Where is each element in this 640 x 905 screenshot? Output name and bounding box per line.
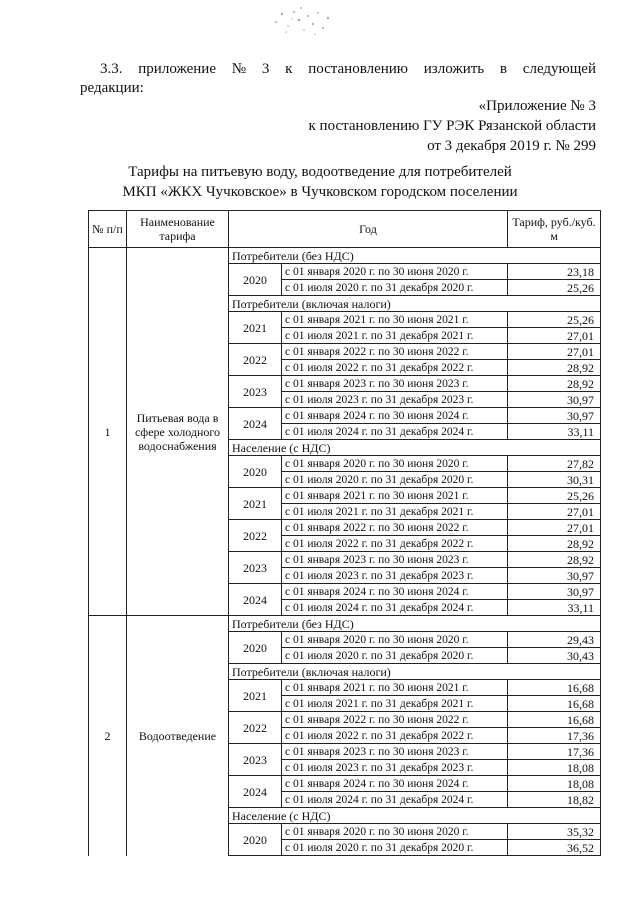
period-cell: с 01 января 2021 г. по 30 июня 2021 г. [282, 312, 508, 328]
tariff-value: 27,01 [508, 328, 601, 344]
intro-word: 3.3. [100, 61, 123, 77]
intro-word: к [285, 61, 293, 77]
tariff-value: 28,92 [508, 536, 601, 552]
tariff-value: 18,08 [508, 760, 601, 776]
tariff-value: 16,68 [508, 712, 601, 728]
period-cell: с 01 июля 2022 г. по 31 декабря 2022 г. [282, 728, 508, 744]
period-cell: с 01 января 2022 г. по 30 июня 2022 г. [282, 344, 508, 360]
year-cell: 2024 [229, 776, 282, 808]
tariff-value: 25,26 [508, 488, 601, 504]
stamp-mark [268, 4, 338, 38]
header-num: № п/п [89, 211, 127, 248]
period-cell: с 01 января 2024 г. по 30 июня 2024 г. [282, 776, 508, 792]
period-cell: с 01 января 2021 г. по 30 июня 2021 г. [282, 488, 508, 504]
period-cell: с 01 июля 2023 г. по 31 декабря 2023 г. [282, 392, 508, 408]
tariff-value: 30,97 [508, 408, 601, 424]
year-cell: 2020 [229, 632, 282, 664]
period-cell: с 01 января 2020 г. по 30 июня 2020 г. [282, 632, 508, 648]
intro-word: приложение [138, 61, 216, 77]
period-cell: с 01 июля 2023 г. по 31 декабря 2023 г. [282, 760, 508, 776]
year-cell: 2023 [229, 376, 282, 408]
tariff-value: 16,68 [508, 696, 601, 712]
group-label: Потребители (включая налоги) [229, 664, 601, 680]
tariff-value: 36,52 [508, 840, 601, 856]
period-cell: с 01 января 2023 г. по 30 июня 2023 г. [282, 744, 508, 760]
period-cell: с 01 июля 2020 г. по 31 декабря 2020 г. [282, 472, 508, 488]
header-tariff: Тариф, руб./куб. м [508, 211, 601, 248]
tariff-value: 33,11 [508, 424, 601, 440]
tariff-value: 29,43 [508, 632, 601, 648]
year-cell: 2024 [229, 408, 282, 440]
title-line-2: МКП «ЖКХ Чучковское» в Чучковском городском поселении [122, 184, 518, 200]
year-cell: 2021 [229, 312, 282, 344]
section-number: 2 [89, 616, 127, 856]
tariff-value: 35,32 [508, 824, 601, 840]
tariff-value: 18,08 [508, 776, 601, 792]
section-name: Питьевая вода в сфере холодного водоснабжения [127, 248, 229, 616]
year-cell: 2020 [229, 824, 282, 856]
year-cell: 2020 [229, 264, 282, 296]
period-cell: с 01 января 2024 г. по 30 июня 2024 г. [282, 408, 508, 424]
intro-word: 3 [261, 61, 270, 77]
year-cell: 2022 [229, 712, 282, 744]
tariff-table [88, 210, 601, 856]
appendix-line-3: от 3 декабря 2019 г. № 299 [427, 138, 596, 154]
tariff-value: 23,18 [508, 264, 601, 280]
group-label: Потребители (включая налоги) [229, 296, 601, 312]
period-cell: с 01 июля 2021 г. по 31 декабря 2021 г. [282, 696, 508, 712]
period-cell: с 01 января 2023 г. по 30 июня 2023 г. [282, 552, 508, 568]
tariff-value: 28,92 [508, 376, 601, 392]
header-name: Наименование тарифа [127, 211, 229, 248]
period-cell: с 01 января 2022 г. по 30 июня 2022 г. [282, 712, 508, 728]
tariff-value: 27,82 [508, 456, 601, 472]
period-cell: с 01 января 2020 г. по 30 июня 2020 г. [282, 264, 508, 280]
group-label: Потребители (без НДС) [229, 616, 601, 632]
intro-paragraph [80, 60, 596, 98]
year-cell: 2022 [229, 520, 282, 552]
document-title [80, 162, 560, 202]
period-cell: с 01 июля 2023 г. по 31 декабря 2023 г. [282, 568, 508, 584]
period-cell: с 01 января 2023 г. по 30 июня 2023 г. [282, 376, 508, 392]
tariff-value: 25,26 [508, 280, 601, 296]
table-row [89, 616, 601, 632]
appendix-line-2: к постановлению ГУ РЭК Рязанской области [308, 118, 596, 134]
group-label: Потребители (без НДС) [229, 248, 601, 264]
tariff-value: 30,31 [508, 472, 601, 488]
year-cell: 2023 [229, 552, 282, 584]
period-cell: с 01 января 2020 г. по 30 июня 2020 г. [282, 824, 508, 840]
tariff-value: 30,43 [508, 648, 601, 664]
period-cell: с 01 июля 2021 г. по 31 декабря 2021 г. [282, 504, 508, 520]
tariff-value: 27,01 [508, 504, 601, 520]
section-name: Водоотведение [127, 616, 229, 856]
tariff-value: 17,36 [508, 728, 601, 744]
year-cell: 2021 [229, 680, 282, 712]
period-cell: с 01 июля 2024 г. по 31 декабря 2024 г. [282, 600, 508, 616]
tariff-value: 25,26 [508, 312, 601, 328]
year-cell: 2020 [229, 456, 282, 488]
tariff-value: 30,97 [508, 392, 601, 408]
tariff-value: 28,92 [508, 552, 601, 568]
intro-word: постановлению [308, 61, 408, 77]
tariff-value: 33,11 [508, 600, 601, 616]
group-label: Население (с НДС) [229, 808, 601, 824]
table-row [89, 248, 601, 264]
tariff-value: 17,36 [508, 744, 601, 760]
period-cell: с 01 января 2020 г. по 30 июня 2020 г. [282, 456, 508, 472]
period-cell: с 01 июля 2024 г. по 31 декабря 2024 г. [282, 792, 508, 808]
title-line-1: Тарифы на питьевую воду, водоотведение для потребителей [128, 164, 512, 180]
appendix-reference [309, 96, 596, 156]
tariff-value: 27,01 [508, 520, 601, 536]
table-body [89, 248, 601, 856]
intro-line-1 [100, 60, 596, 79]
period-cell: с 01 января 2021 г. по 30 июня 2021 г. [282, 680, 508, 696]
header-year: Год [229, 211, 508, 248]
period-cell: с 01 июля 2022 г. по 31 декабря 2022 г. [282, 360, 508, 376]
year-cell: 2021 [229, 488, 282, 520]
period-cell: с 01 января 2022 г. по 30 июня 2022 г. [282, 520, 508, 536]
intro-word: следующей [522, 61, 596, 77]
period-cell: с 01 июля 2020 г. по 31 декабря 2020 г. [282, 648, 508, 664]
period-cell: с 01 июля 2020 г. по 31 декабря 2020 г. [282, 280, 508, 296]
period-cell: с 01 января 2024 г. по 30 июня 2024 г. [282, 584, 508, 600]
period-cell: с 01 июля 2020 г. по 31 декабря 2020 г. [282, 840, 508, 856]
year-cell: 2022 [229, 344, 282, 376]
intro-word: в [499, 61, 508, 77]
table-header-row [89, 211, 601, 248]
tariff-value: 28,92 [508, 360, 601, 376]
tariff-value: 18,82 [508, 792, 601, 808]
period-cell: с 01 июля 2024 г. по 31 декабря 2024 г. [282, 424, 508, 440]
period-cell: с 01 июля 2022 г. по 31 декабря 2022 г. [282, 536, 508, 552]
tariff-value: 30,97 [508, 568, 601, 584]
intro-word: № [231, 61, 247, 77]
year-cell: 2024 [229, 584, 282, 616]
intro-line-2: редакции: [80, 80, 144, 96]
tariff-value: 16,68 [508, 680, 601, 696]
tariff-value: 27,01 [508, 344, 601, 360]
section-number: 1 [89, 248, 127, 616]
year-cell: 2023 [229, 744, 282, 776]
appendix-line-1: «Приложение № 3 [478, 98, 596, 114]
tariff-value: 30,97 [508, 584, 601, 600]
group-label: Население (с НДС) [229, 440, 601, 456]
intro-word: изложить [423, 61, 485, 77]
period-cell: с 01 июля 2021 г. по 31 декабря 2021 г. [282, 328, 508, 344]
